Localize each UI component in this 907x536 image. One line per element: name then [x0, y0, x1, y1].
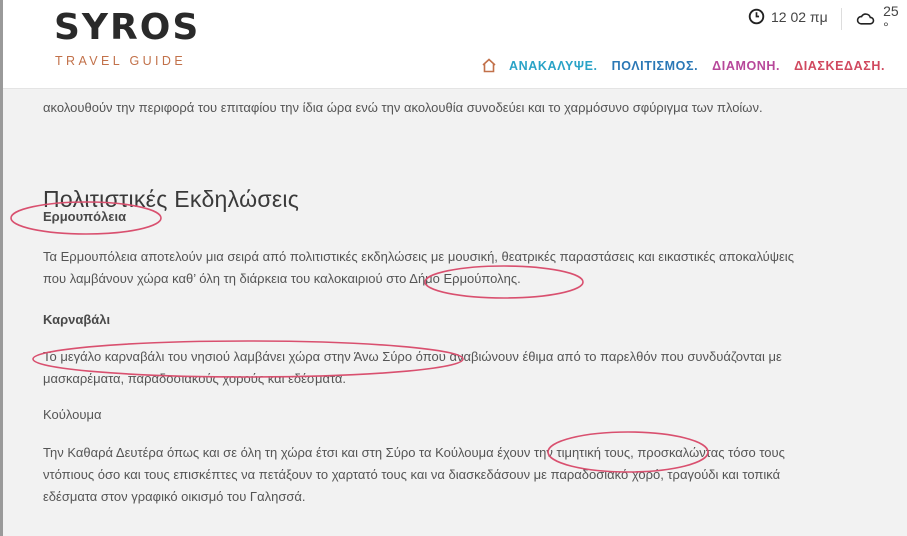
event-title-kouluma: Κούλουμα [43, 407, 102, 422]
current-time: 12 02 πμ [771, 8, 828, 25]
event-description-kouluma [43, 442, 785, 508]
paragraph-line: εδέσματα στον γραφικό οικισμό του Γαλησσά. [43, 489, 306, 504]
site-header [3, 0, 907, 89]
nav-culture[interactable]: ΠΟΛΙΤΙΣΜΟΣ. [611, 58, 699, 73]
nav-accommodation[interactable]: ΔΙΑΜΟΝΗ. [712, 58, 781, 73]
weather-widget [841, 3, 907, 35]
event-title-ermoupoleia: Ερμουπόλεια [43, 209, 127, 224]
paragraph-line: Την Καθαρά Δευτέρα όπως και σε όλη τη χώρα έτσι και στη Σύρο τα Κούλουμα έχουν την τιμητική τους, προσκαλώντας τόσο τους [43, 445, 785, 460]
event-title-carnival: Καρναβάλι [43, 312, 111, 327]
cloud-icon [856, 12, 875, 26]
paragraph-line: που λαμβάνουν χώρα καθ’ όλη τη διάρκεια του καλοκαιριού στο Δήμο Ερμούπολης. [43, 271, 521, 286]
nav-discover[interactable]: ΑΝΑΚΑΛΥΨΕ. [509, 58, 598, 73]
main-nav [481, 58, 885, 73]
paragraph-line: μασκαρέματα, παραδοσιακούς χορούς και εδέσματα. [43, 371, 347, 386]
logo-title[interactable]: SYROS [54, 7, 201, 48]
section-title: Πολιτιστικές Εκδηλώσεις [43, 186, 300, 213]
event-description-ermoupoleia [43, 246, 794, 290]
home-icon[interactable] [481, 58, 497, 73]
event-description-carnival [43, 346, 782, 390]
logo-subtitle: TRAVEL GUIDE [55, 54, 187, 68]
temperature: 25 ° [883, 3, 899, 35]
clock-icon [748, 8, 765, 25]
nav-entertainment[interactable]: ΔΙΑΣΚΕΔΑΣΗ. [794, 58, 886, 73]
time-widget [748, 8, 828, 25]
paragraph-line: Το μεγάλο καρναβάλι του νησιού λαμβάνει χώρα στην Άνω Σύρο όπου αναβιώνουν έθιμα από το παρελθόν που συνδυάζονται με [43, 349, 782, 364]
paragraph-line: ντόπιους όσο και τους επισκέπτες να πετάξουν το χαρτατό τους και να διασκεδάσουν με παραδοσιακό χορό, τραγούδι και τοπικά [43, 467, 781, 482]
intro-text: ακολουθούν την περιφορά του επιταφίου την ίδια ώρα ενώ την ακολουθία συνοδεύει και το χαρμόσυνο σφύριγμα των πλοίων. [43, 100, 763, 115]
paragraph-line: Τα Ερμουπόλεια αποτελούν μια σειρά από πολιτιστικές εκδηλώσεις με μουσική, θεατρικές παραστάσεις και εικαστικές αποκαλύψεις [43, 249, 794, 264]
